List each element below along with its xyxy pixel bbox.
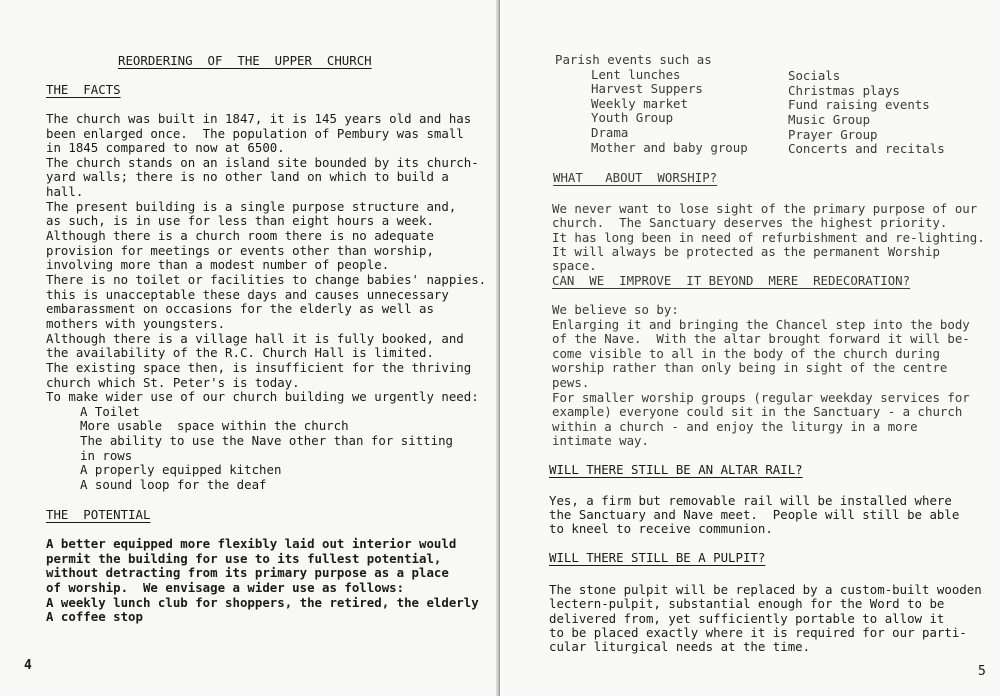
- list-item: in rows: [80, 448, 133, 463]
- text-line: There is no toilet or facilities to change babies' nappies.: [46, 272, 487, 287]
- text-line: been enlarged once. The population of Pembury was small: [46, 126, 464, 141]
- text-line: embarassment on occasions for the elderly as well as: [46, 301, 434, 316]
- text-line: Yes, a firm but removable rail will be installed where: [549, 493, 952, 508]
- list-item: Mother and baby group: [591, 140, 748, 155]
- page-number: 4: [24, 658, 32, 673]
- text-line: of the Nave. With the altar brought forward it will be-: [552, 331, 970, 346]
- text-line: involving more than a modest number of people.: [46, 257, 390, 272]
- events-intro: Parish events such as: [555, 52, 712, 67]
- text-line: It has long been in need of refurbishment and re-lighting.: [552, 230, 985, 245]
- list-item: Fund raising events: [788, 97, 930, 112]
- text-line: The church was built in 1847, it is 145 years old and has: [46, 111, 472, 126]
- text-line: example) everyone could sit in the Sanctuary - a church: [552, 404, 963, 419]
- potential-heading: THE POTENTIAL: [46, 507, 151, 522]
- altar-rail-heading: WILL THERE STILL BE AN ALTAR RAIL?: [549, 462, 803, 477]
- left-page: [0, 0, 498, 696]
- facts-heading: THE FACTS: [46, 82, 121, 97]
- text-line: The church stands on an island site bounded by its church-: [46, 155, 479, 170]
- text-line: delivered from, yet sufficiently portable to allow it: [549, 611, 945, 626]
- text-line: church. The Sanctuary deserves the highest priority.: [552, 215, 948, 230]
- list-item: A properly equipped kitchen: [80, 462, 282, 477]
- text-line: permit the building for use to its fullest potential,: [46, 551, 442, 566]
- text-line: the availability of the R.C. Church Hall is limited.: [46, 345, 434, 360]
- text-line: to kneel to receive communion.: [549, 521, 773, 536]
- text-line: It will always be protected as the permanent Worship: [552, 244, 940, 259]
- page-number: 5: [978, 664, 986, 679]
- list-item: Lent lunches: [591, 67, 681, 82]
- text-line: church which St. Peter's is today.: [46, 375, 300, 390]
- list-item: More usable space within the church: [80, 418, 349, 433]
- text-line: A better equipped more flexibly laid out interior would: [46, 536, 457, 551]
- text-line: within a church - and enjoy the liturgy in a more: [552, 419, 918, 434]
- list-item: Concerts and recitals: [788, 141, 945, 156]
- text-line: in 1845 compared to now at 6500.: [46, 140, 285, 155]
- text-line: provision for meetings or events other than worship,: [46, 243, 434, 258]
- text-line: to be placed exactly where it is required for our parti-: [549, 625, 967, 640]
- text-line: The existing space then, is insufficient for the thriving: [46, 360, 472, 375]
- text-line: come visible to all in the body of the church during: [552, 346, 940, 361]
- text-line: We believe so by:: [552, 302, 679, 317]
- text-line: space.: [552, 258, 597, 273]
- text-line: Although there is a church room there is no adequate: [46, 228, 434, 243]
- pulpit-heading: WILL THERE STILL BE A PULPIT?: [549, 550, 766, 565]
- worship-heading: WHAT ABOUT WORSHIP?: [553, 170, 718, 185]
- text-line: For smaller worship groups (regular weekday services for: [552, 390, 970, 405]
- list-item: Prayer Group: [788, 127, 878, 142]
- list-item: The ability to use the Nave other than for sitting: [80, 433, 453, 448]
- list-item: Socials: [788, 68, 841, 83]
- text-line: A weekly lunch club for shoppers, the retired, the elderly: [46, 595, 479, 610]
- text-line: mothers with youngsters.: [46, 316, 226, 331]
- text-line: To make wider use of our church building we urgently need:: [46, 389, 479, 404]
- list-item: A Toilet: [80, 404, 140, 419]
- list-item: Music Group: [788, 112, 871, 127]
- text-line: of worship. We envisage a wider use as follows:: [46, 580, 405, 595]
- list-item: Drama: [591, 125, 629, 140]
- text-line: Although there is a village hall it is fully booked, and: [46, 331, 464, 346]
- text-line: intimate way.: [552, 433, 649, 448]
- text-line: as such, is in use for less than eight hours a week.: [46, 213, 434, 228]
- text-line: worship rather than only being in sight of the centre: [552, 360, 948, 375]
- list-item: Youth Group: [591, 110, 674, 125]
- list-item: A sound loop for the deaf: [80, 477, 267, 492]
- right-page: [500, 0, 1000, 696]
- text-line: The stone pulpit will be replaced by a custom-built wooden: [549, 582, 982, 597]
- text-line: this is unacceptable these days and causes unnecessary: [46, 287, 449, 302]
- text-line: hall.: [46, 184, 84, 199]
- text-line: yard walls; there is no other land on which to build a: [46, 169, 449, 184]
- text-line: cular liturgical needs at the time.: [549, 639, 811, 654]
- list-item: Weekly market: [591, 96, 688, 111]
- text-line: without detracting from its primary purpose as a place: [46, 565, 449, 580]
- list-item: Harvest Suppers: [591, 81, 703, 96]
- text-line: A coffee stop: [46, 609, 143, 624]
- text-line: pews.: [552, 375, 590, 390]
- improve-heading: CAN WE IMPROVE IT BEYOND MERE REDECORATION?: [552, 273, 911, 288]
- text-line: The present building is a single purpose structure and,: [46, 199, 457, 214]
- list-item: Christmas plays: [788, 83, 900, 98]
- text-line: the Sanctuary and Nave meet. People will still be able: [549, 507, 960, 522]
- text-line: We never want to lose sight of the primary purpose of our: [552, 201, 978, 216]
- document-title: REORDERING OF THE UPPER CHURCH: [118, 53, 372, 68]
- text-line: lectern-pulpit, substantial enough for the Word to be: [549, 596, 945, 611]
- text-line: Enlarging it and bringing the Chancel step into the body: [552, 317, 970, 332]
